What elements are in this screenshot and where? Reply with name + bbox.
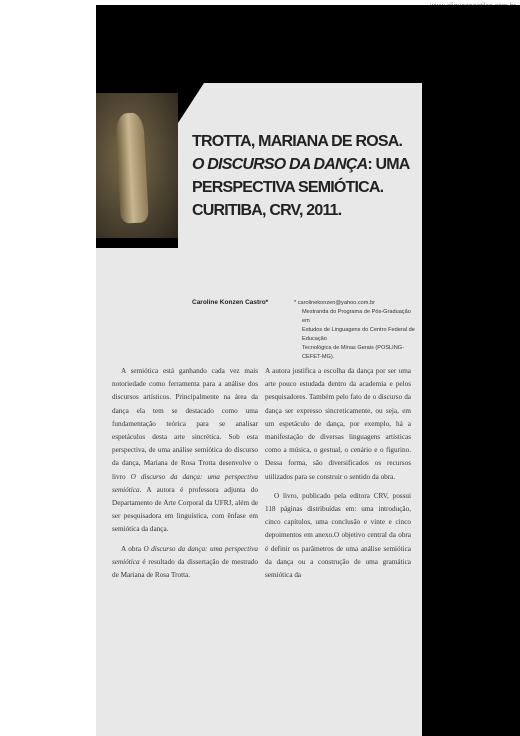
paragraph-text: é resultado da dissertação de mestrado de Mariana de Rosa Trotta. [112,557,258,580]
body-column-left [112,365,258,588]
paragraph-text: . A autora é professora adjunta do Departamento de Arte Corporal da UFRJ, além de ser pesquisadora em linguística, com ênfase em semiótica da dança. [112,485,258,534]
right-black-margin [422,5,520,736]
paragraph: O livro, publicado pela editora CRV, possui 118 páginas distribuídas em: uma introdução, cinco capítulos, uma conclusão e vinte e cinco depoimentos em anexo.O objetivo central da obra é definir os parâmetros de uma análise semiótica da dança ou a construção de uma gramática semiótica da [265,491,411,580]
sculpture-photo [96,93,178,238]
author-name: Caroline Konzen Castro* [192,299,269,306]
author-email: * carolinekonzen@yahoo.com.br [294,300,375,306]
title-part3: : UMA PERSPECTIVA SEMIÓTICA. CURITIBA, CRV, 2011. [192,156,409,219]
author-affiliation [294,299,420,362]
review-title [192,130,417,222]
document-page [96,5,423,736]
affiliation-line: Mestranda do Programa de Pós-Graduação em [302,309,411,324]
paragraph-text: A semiótica está ganhando cada vez mais notoriedade como ferramenta para a análise dos discursos artísticos. Principalmente na área da dança ela tem se destacado como uma fundamentação teórica para se analisar espetáculos desta arte sincrética. Sob esta perspectiva, de uma análise semiótica do discurso da dança, Mariana de Rosa Trotta desenvolve o livro [112,367,258,481]
affiliation-line: Tecnológica de Minas Gerais (POSLING-CEFET-MG). [302,345,404,360]
paragraph-text: A obra [121,544,144,553]
sculpture-shape [115,112,149,223]
title-part1: TROTTA, MARIANA DE ROSA. [192,133,403,150]
paragraph [112,365,258,537]
affiliation-line: Estudos de Linguagens do Centro Federal de Educação [302,327,415,342]
paragraph [112,543,258,583]
header-black-band [96,5,423,83]
book-title-italic: O discurso da dança: uma perspectiva semiótica [112,544,258,566]
book-title-italic: O discurso da dança: uma perspectiva semiótica [112,472,258,494]
paragraph: A autora justifica a escolha da dança por ser uma arte pouco estudada dentro da academia e pelos pesquisadores. Também pelo fato de o discurso da dança ser expresso sincreticamente, ou seja, em um espetáculo de dança, por exemplo, há a manifestação de diversas linguagens artísticas como a música, o gestual, o cenário e o figurino. Dessa forma, são diversificados os recursos utilizados para se construir o sentido da obra. [265,367,411,481]
title-book-name: O DISCURSO DA DANÇA [192,156,368,173]
body-column-right [265,365,411,588]
